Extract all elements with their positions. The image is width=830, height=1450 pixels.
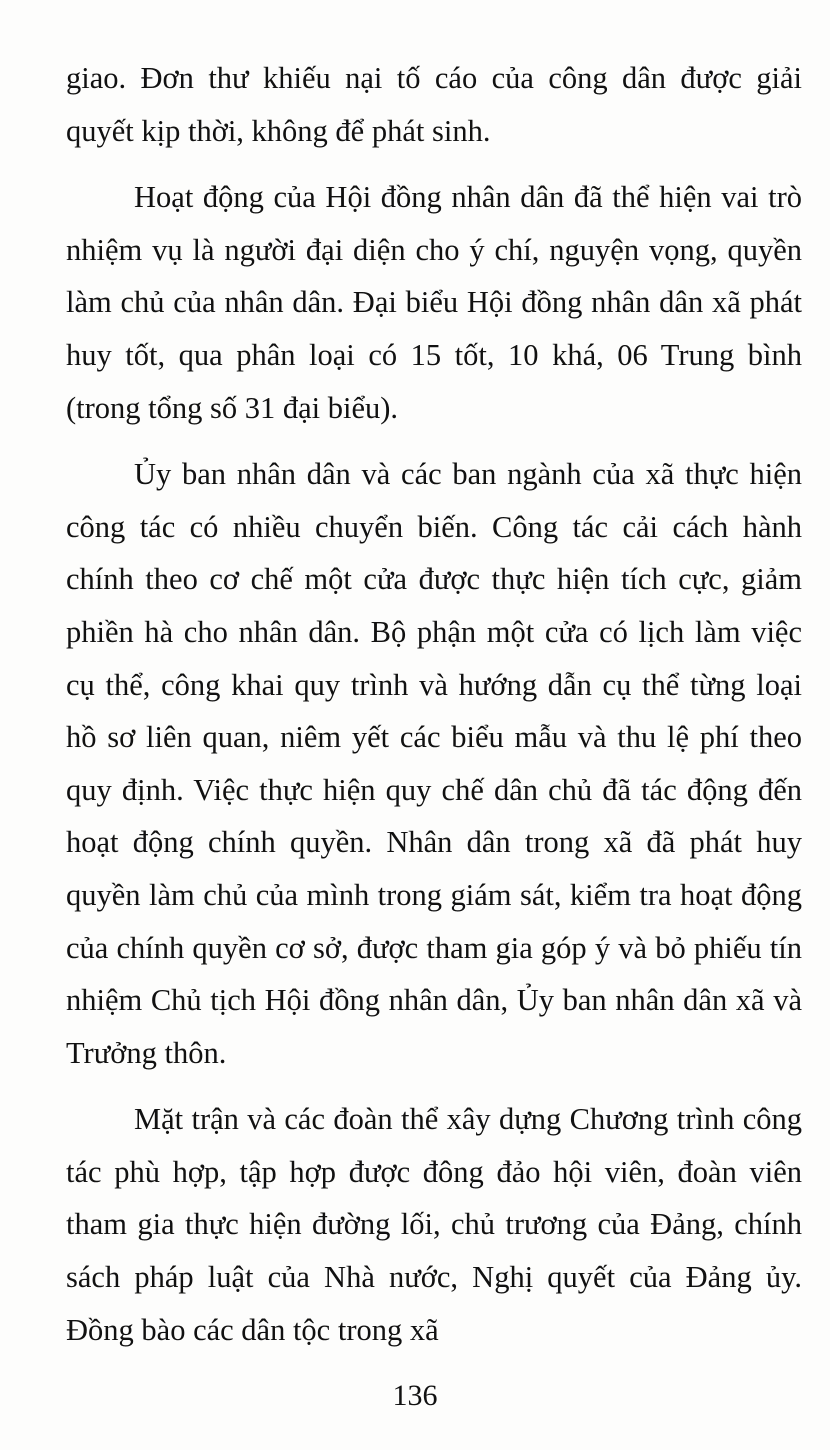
paragraph-2: Hoạt động của Hội đồng nhân dân đã thể hiện vai trò nhiệm vụ là người đại diện cho ý chí, nguyện vọng, quyền làm chủ của nhân dân. Đại biểu Hội đồng nhân dân xã phát huy tốt, qua phân loại có 15 tốt, 10 khá, 06 Trung bình (trong tổng số 31 đại biểu).: [66, 180, 802, 425]
page-number: 136: [392, 1379, 438, 1412]
paragraph-4: Mặt trận và các đoàn thể xây dựng Chương trình công tác phù hợp, tập hợp được đông đảo hội viên, đoàn viên tham gia thực hiện đường lối, chủ trương của Đảng, chính sách pháp luật của Nhà nước, Nghị quyết của Đảng ủy. Đồng bào các dân tộc trong xã: [66, 1102, 802, 1347]
paragraph-3: Ủy ban nhân dân và các ban ngành của xã thực hiện công tác có nhiều chuyển biến. Công tác cải cách hành chính theo cơ chế một cửa được thực hiện tích cực, giảm phiền hà cho nhân dân. Bộ phận một cửa có lịch làm việc cụ thể, công khai quy trình và hướng dẫn cụ thể từng loại hồ sơ liên quan, niêm yết các biểu mẫu và thu lệ phí theo quy định. Việc thực hiện quy chế dân chủ đã tác động đến hoạt động chính quyền. Nhân dân trong xã đã phát huy quyền làm chủ của mình trong giám sát, kiểm tra hoạt động của chính quyền cơ sở, được tham gia góp ý và bỏ phiếu tín nhiệm Chủ tịch Hội đồng nhân dân, Ủy ban nhân dân xã và Trưởng thôn.: [66, 457, 802, 1070]
paragraph-1: giao. Đơn thư khiếu nại tố cáo của công dân được giải quyết kịp thời, không để phát sinh.: [66, 61, 802, 148]
body-text: [66, 52, 802, 1370]
